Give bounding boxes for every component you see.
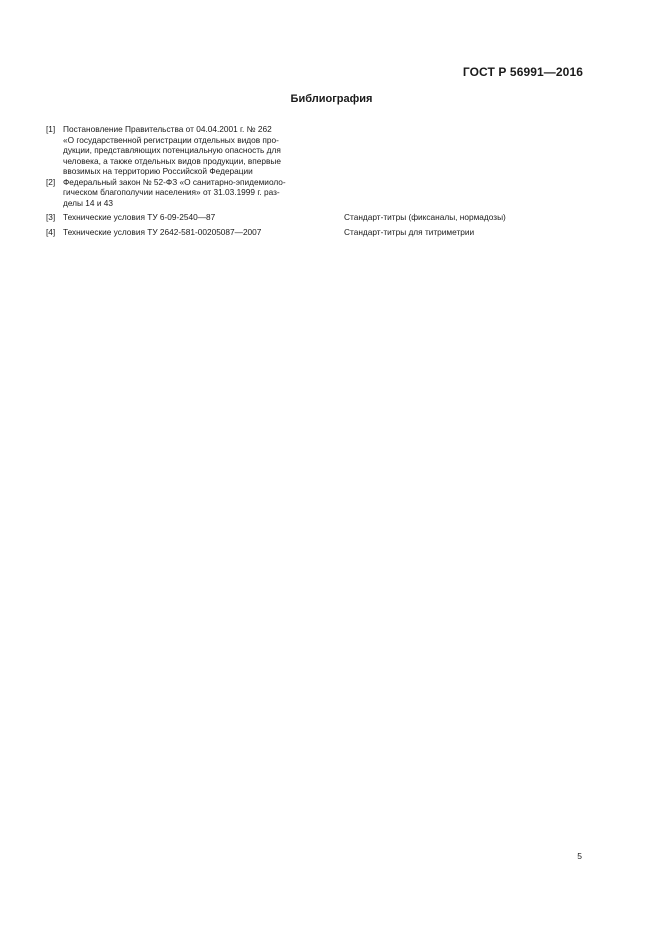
entry-line: Постановление Правительства от 04.04.2001 г. № 262: [63, 124, 272, 134]
section-title: [0, 93, 661, 105]
page-number: 5: [577, 851, 582, 861]
entry-line: дукции, представляющих потенциальную опасность для: [63, 145, 281, 155]
bibliography-entry: [46, 124, 606, 177]
entry-line: Технические условия ТУ 6-09-2540—87: [63, 212, 216, 222]
entry-description: Стандарт-титры (фиксаналы, нормадозы): [344, 212, 506, 222]
entry-line: «О государственной регистрации отдельных видов про-: [63, 134, 279, 145]
entry-text: [63, 227, 344, 238]
bibliography-entry: [46, 212, 606, 223]
document-code: ГОСТ Р 56991—2016: [462, 65, 583, 79]
section-title-text: Библиография: [290, 93, 373, 105]
bibliography-list: [46, 124, 606, 237]
entry-text: [63, 212, 344, 223]
entry-number: [3]: [46, 212, 56, 222]
entry-text: [63, 124, 344, 177]
bibliography-entry: [46, 177, 606, 209]
entry-text: [63, 177, 344, 209]
entry-number: [4]: [46, 226, 56, 237]
entry-number: [1]: [46, 124, 56, 134]
entry-description: Стандарт-титры для титриметрии: [344, 226, 475, 237]
entry-line: Федеральный закон № 52-ФЗ «О санитарно-эпидемиоло-: [63, 176, 286, 187]
bibliography-entry: [46, 227, 606, 238]
entry-line: гическом благополучии населения» от 31.03.1999 г. раз-: [63, 187, 280, 197]
entry-line: Технические условия ТУ 2642-581-00205087—2007: [63, 226, 262, 237]
entry-line: человека, а также отдельных видов продукции, впервые: [63, 155, 281, 166]
entry-line: ввозимых на территорию Российской Федерации: [63, 166, 253, 176]
entry-number: [2]: [46, 176, 56, 187]
entry-line: делы 14 и 43: [63, 197, 113, 208]
